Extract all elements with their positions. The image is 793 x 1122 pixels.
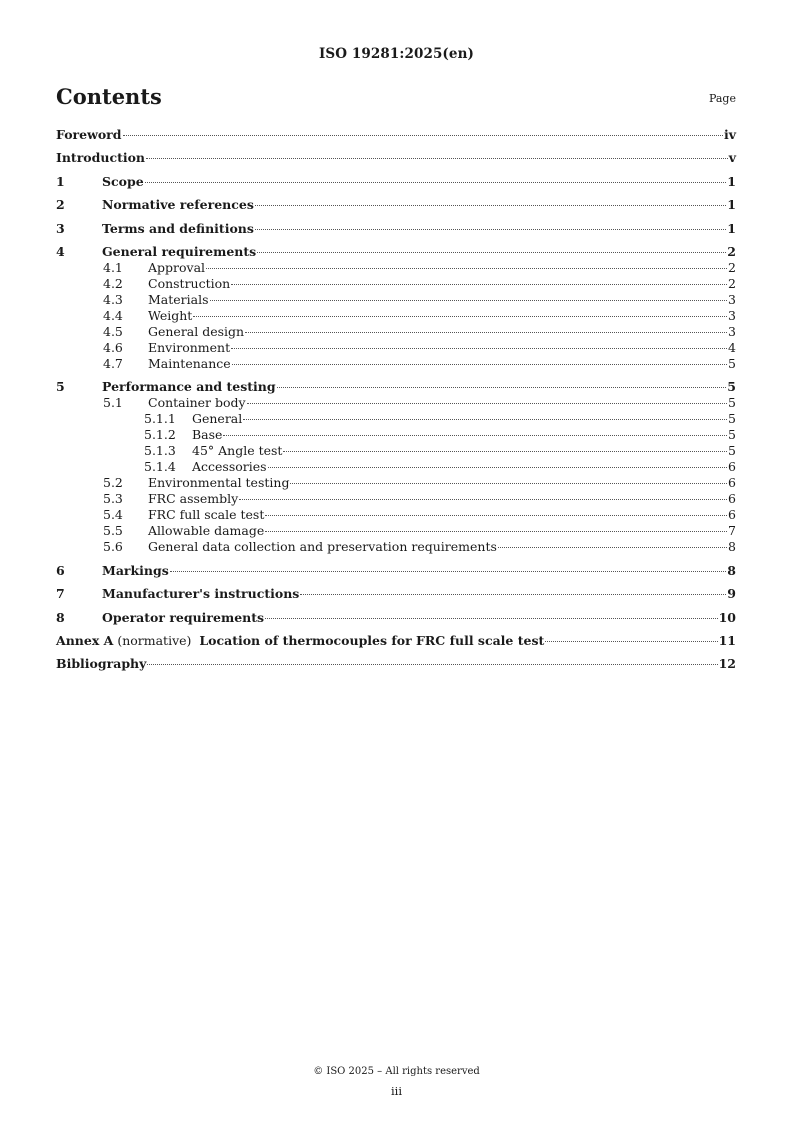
toc-entry[interactable]: [56, 459, 736, 475]
toc-entry-title: [192, 443, 282, 459]
toc-dot-leader: [277, 387, 727, 388]
toc-entry-title: [148, 308, 192, 324]
toc-entry-number: 5.6: [103, 539, 123, 555]
toc-entry-title: [102, 610, 264, 626]
toc-entry-page: v: [728, 150, 736, 166]
toc-entry-title-text: Accessories: [192, 459, 267, 475]
toc-entry[interactable]: [56, 356, 736, 372]
toc-entry[interactable]: [56, 395, 736, 411]
toc-entry-number: 5.1.2: [144, 427, 176, 443]
toc-entry-title-text: Manufacturer's instructions: [102, 586, 300, 602]
toc-entry-title-text: 45° Angle test: [192, 443, 283, 459]
toc-dot-leader: [257, 252, 726, 253]
toc-entry-page: iv: [723, 127, 736, 142]
toc-entry-title: [102, 197, 254, 213]
toc-entry-page: 6: [728, 475, 736, 491]
toc-dot-leader: [283, 451, 727, 452]
toc-entry-page: 5: [728, 355, 736, 371]
toc-entry-title: [148, 276, 230, 292]
toc-entry-number: 5.3: [103, 491, 123, 507]
toc-entry-number: 3: [56, 220, 65, 236]
toc-dot-leader: [255, 229, 726, 230]
toc-entry-number: 4.1: [103, 259, 123, 275]
toc-entry-number: 5: [56, 379, 65, 395]
toc-entry-title: [148, 523, 264, 539]
toc-entry-title: [192, 411, 242, 427]
toc-dot-leader: [265, 531, 727, 532]
toc-entry-annex-note: (normative): [113, 632, 200, 648]
toc-entry-title: [56, 633, 544, 649]
toc-entry-number: 5.4: [103, 507, 123, 523]
toc-entry-title-text: Terms and definitions: [102, 220, 254, 236]
toc-dot-leader: [147, 664, 717, 665]
toc-entry-title: [148, 491, 238, 507]
toc-entry-number: 4.3: [103, 291, 123, 307]
toc-entry-number: 4.4: [103, 307, 123, 323]
page-column-label: Page: [708, 92, 736, 105]
toc-entry[interactable]: [56, 491, 736, 507]
toc-entry-title-text: Markings: [102, 562, 169, 578]
toc-entry-title-text: General data collection and preservation requirements: [148, 539, 497, 555]
toc-dot-leader: [498, 547, 727, 548]
toc-entry[interactable]: [56, 427, 736, 443]
toc-entry-title-text: FRC full scale test: [148, 507, 265, 523]
toc-entry-title: [56, 127, 122, 143]
toc-entry-title: [192, 427, 222, 443]
toc-entry-page: 11: [718, 632, 736, 648]
toc-dot-leader: [223, 435, 727, 436]
page-number: iii: [390, 1084, 403, 1098]
toc-entry-page: 6: [728, 491, 736, 507]
toc-entry[interactable]: [56, 324, 736, 340]
toc-entry-number: 5.1.3: [144, 443, 176, 459]
toc-entry-title-text: Introduction: [56, 150, 146, 166]
toc-entry-title-text: Allowable damage: [148, 523, 265, 539]
toc-entry-page: 3: [728, 291, 736, 307]
toc-entry-title-text: Approval: [148, 259, 206, 275]
toc-entry-page: 2: [727, 243, 736, 259]
toc-entry-title: [148, 292, 209, 308]
toc-entry-number: 4.6: [103, 339, 123, 355]
toc-dot-leader: [245, 332, 727, 333]
toc-entry-title: [148, 539, 497, 555]
toc-entry-page: 9: [727, 586, 736, 602]
toc-entry-title: [148, 475, 289, 491]
toc-entry-number: 1: [56, 173, 65, 189]
toc-dot-leader: [123, 135, 723, 136]
toc-dot-leader: [239, 499, 727, 500]
toc-entry-page: 5: [728, 411, 736, 427]
toc-dot-leader: [231, 348, 727, 349]
toc-entry-page: 3: [728, 323, 736, 339]
toc-entry[interactable]: [56, 475, 736, 491]
toc-entry-title: [102, 244, 256, 260]
toc-entry-title-text: Bibliography: [56, 656, 147, 672]
toc-entry[interactable]: [56, 292, 736, 308]
toc-entry-title-text: Weight: [148, 307, 193, 323]
toc-entry[interactable]: [56, 260, 736, 276]
toc-entry[interactable]: [56, 563, 736, 579]
toc-entry[interactable]: [56, 244, 736, 260]
toc-entry-number: 5.2: [103, 475, 123, 491]
toc-dot-leader: [255, 205, 726, 206]
toc-entry-title-text: Scope: [102, 173, 144, 189]
toc-entry-number: 5.1.4: [144, 459, 176, 475]
toc-entry-title-text: Base: [192, 427, 223, 443]
toc-entry[interactable]: [56, 340, 736, 356]
toc-entry[interactable]: [56, 379, 736, 395]
toc-entry-annex-title: Location of thermocouples for FRC full scale test: [199, 632, 545, 648]
toc-dot-leader: [243, 419, 727, 420]
toc-entry[interactable]: [56, 308, 736, 324]
toc-entry-page: 5: [727, 379, 736, 395]
toc-entry-page: 8: [727, 562, 736, 578]
toc-entry-title: [148, 395, 246, 411]
toc-entry-page: 5: [728, 427, 736, 443]
toc-entry[interactable]: [56, 197, 736, 213]
toc-entry[interactable]: [56, 633, 736, 649]
toc-entry-number: 7: [56, 586, 65, 602]
toc-entry[interactable]: [56, 586, 736, 602]
toc-entry-title-text: Environmental testing: [148, 475, 290, 491]
toc-dot-leader: [300, 594, 726, 595]
copyright-footer: © ISO 2025 – All rights reserved: [313, 1066, 480, 1077]
toc-dot-leader: [210, 300, 728, 301]
toc-entry-title-text: Performance and testing: [102, 379, 276, 395]
toc-dot-leader: [206, 268, 727, 269]
table-of-contents: [56, 127, 736, 672]
toc-entry-title-text: Environment: [148, 339, 231, 355]
toc-entry-title: [56, 656, 146, 672]
toc-entry-title-text: General requirements: [102, 243, 257, 259]
toc-entry-page: 5: [728, 443, 736, 459]
toc-entry-number: 4.5: [103, 323, 123, 339]
toc-entry-page: 10: [718, 609, 736, 625]
toc-entry[interactable]: [56, 174, 736, 190]
toc-dot-leader: [265, 515, 727, 516]
toc-entry-number: 4.7: [103, 355, 123, 371]
toc-entry-title: [148, 324, 244, 340]
toc-entry-number: 5.1: [103, 395, 123, 411]
toc-dot-leader: [268, 467, 727, 468]
toc-entry-number: 2: [56, 197, 65, 213]
document-id-header: ISO 19281:2025(en): [318, 46, 475, 62]
contents-heading: Contents: [56, 84, 162, 109]
toc-entry[interactable]: [56, 150, 736, 166]
toc-entry[interactable]: [56, 539, 736, 555]
toc-entry-page: 12: [718, 656, 736, 672]
toc-entry-title-text: Maintenance: [148, 355, 231, 371]
toc-entry[interactable]: [56, 221, 736, 237]
toc-dot-leader: [145, 182, 727, 183]
toc-entry-title-text: Materials: [148, 291, 209, 307]
toc-dot-leader: [265, 618, 718, 619]
toc-entry[interactable]: [56, 507, 736, 523]
toc-entry[interactable]: [56, 411, 736, 427]
toc-entry-title: [102, 563, 169, 579]
toc-entry-title: [102, 174, 144, 190]
toc-entry-page: 1: [727, 220, 736, 236]
toc-entry-title-text: Annex A: [56, 632, 114, 648]
toc-entry-title: [102, 586, 299, 602]
toc-entry[interactable]: [56, 443, 736, 459]
toc-dot-leader: [231, 284, 727, 285]
toc-entry-title: [192, 459, 267, 475]
toc-entry[interactable]: [56, 276, 736, 292]
toc-entry-number: 5.5: [103, 523, 123, 539]
toc-dot-leader: [193, 316, 727, 317]
toc-entry[interactable]: [56, 656, 736, 672]
toc-entry-title-text: Construction: [148, 275, 231, 291]
toc-entry-page: 8: [728, 539, 736, 555]
toc-entry-title-text: FRC assembly: [148, 491, 239, 507]
toc-entry[interactable]: [56, 523, 736, 539]
toc-dot-leader: [170, 571, 727, 572]
toc-entry-title-text: General design: [148, 323, 245, 339]
toc-entry-page: 5: [728, 395, 736, 411]
toc-entry-title-text: Operator requirements: [102, 609, 265, 625]
toc-entry[interactable]: [56, 127, 736, 143]
toc-dot-leader: [290, 483, 727, 484]
toc-entry-title: [148, 340, 230, 356]
toc-entry-number: 8: [56, 609, 65, 625]
toc-entry-page: 6: [728, 507, 736, 523]
toc-entry-page: 1: [727, 173, 736, 189]
toc-entry-page: 3: [728, 307, 736, 323]
toc-entry-page: 4: [728, 339, 736, 355]
toc-entry-number: 4: [56, 243, 65, 259]
toc-entry-page: 2: [728, 275, 736, 291]
toc-dot-leader: [232, 364, 727, 365]
toc-dot-leader: [146, 158, 728, 159]
toc-entry-title: [102, 379, 276, 395]
toc-dot-leader: [247, 403, 727, 404]
toc-dot-leader: [545, 641, 717, 642]
toc-entry-title: [102, 221, 254, 237]
toc-entry-title-text: Foreword: [56, 127, 122, 142]
toc-entry-title: [56, 150, 145, 166]
toc-entry-title-text: General: [192, 411, 243, 427]
toc-entry-number: 6: [56, 562, 65, 578]
toc-entry-page: 2: [728, 259, 736, 275]
toc-entry-title-text: Container body: [148, 395, 246, 411]
toc-entry-page: 1: [727, 197, 736, 213]
toc-entry-number: 5.1.1: [144, 411, 176, 427]
toc-entry-title: [148, 260, 205, 276]
toc-entry-title-text: Normative references: [102, 197, 254, 213]
toc-entry-title: [148, 507, 264, 523]
toc-entry-page: 6: [728, 459, 736, 475]
toc-entry[interactable]: [56, 610, 736, 626]
toc-entry-number: 4.2: [103, 275, 123, 291]
toc-entry-page: 7: [728, 523, 736, 539]
toc-entry-title: [148, 356, 231, 372]
